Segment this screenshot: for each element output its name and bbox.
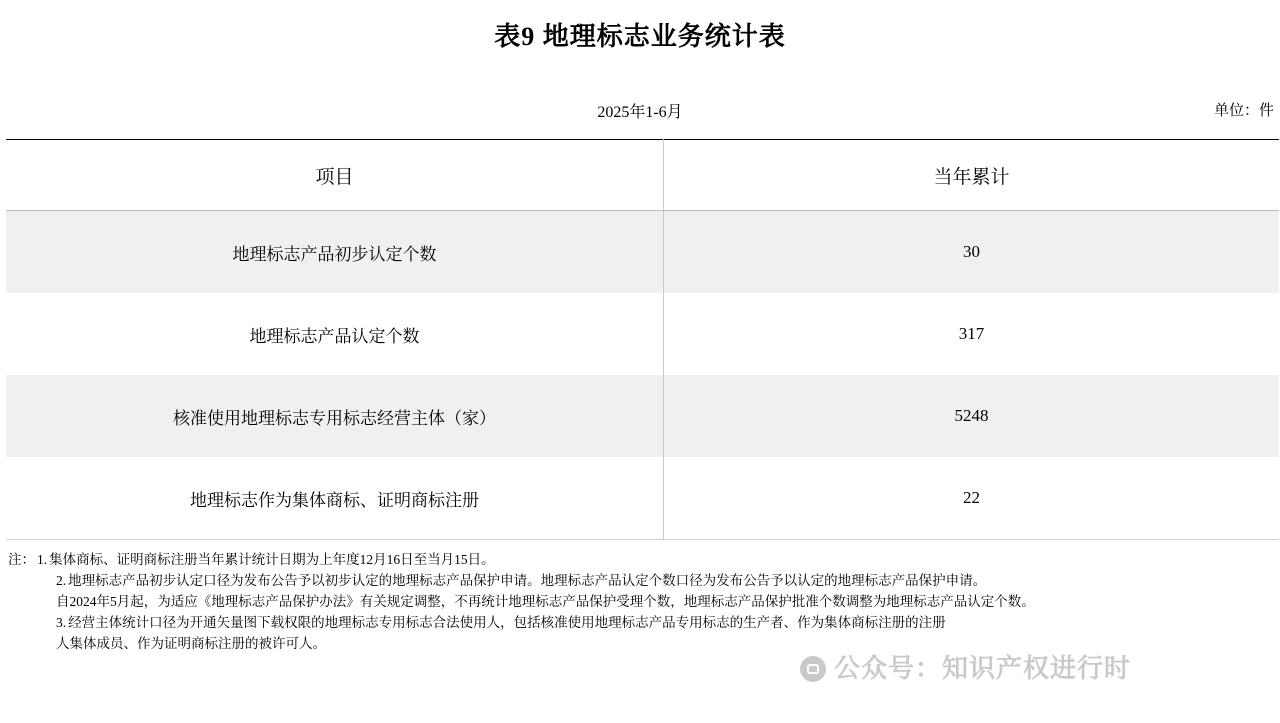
note-item xyxy=(8,613,1272,634)
row-value: 317 xyxy=(958,324,985,343)
notes-label: 注： xyxy=(8,552,35,567)
wechat-logo-icon xyxy=(800,656,826,682)
note-number: 3. xyxy=(56,614,67,630)
row-label: 地理标志作为集体商标、证明商标注册 xyxy=(6,457,664,540)
note-text: 人集体成员、作为证明商标注册的被许可人。 xyxy=(56,635,326,651)
note-text: 自2024年5月起，为适应《地理标志产品保护办法》有关规定调整，不再统计地理标志产品保护受理个数，地理标志产品保护批准个数调整为地理标志产品认定个数。 xyxy=(56,593,1035,609)
statistics-table xyxy=(6,139,1279,540)
table-row xyxy=(6,457,1279,540)
table-header xyxy=(6,140,1279,211)
note-number: 1. xyxy=(37,552,48,567)
table-subheader xyxy=(0,99,1280,133)
table-notes xyxy=(8,550,1272,655)
unit-label: 单位：件 xyxy=(1213,103,1274,119)
watermark-text: 公众号：知识产权进行时 xyxy=(834,653,1132,683)
note-item xyxy=(8,571,1272,592)
table-row xyxy=(6,375,1279,457)
row-label: 核准使用地理标志专用标志经营主体（家） xyxy=(6,375,664,457)
row-value: 5248 xyxy=(664,375,1280,457)
row-label: 地理标志产品认定个数 xyxy=(6,293,664,375)
note-item xyxy=(8,550,1272,571)
row-label: 地理标志产品初步认定个数 xyxy=(6,211,664,294)
column-header-ytd: 当年累计 xyxy=(664,140,1280,211)
table-row xyxy=(6,293,1279,375)
table-row xyxy=(6,211,1279,294)
reporting-period: 2025年1-6月 xyxy=(597,104,683,121)
row-value: 22 xyxy=(664,457,1280,540)
note-text: 地理标志产品初步认定口径为发布公告予以初步认定的地理标志产品保护申请。地理标志产品认定个数口径为发布公告予以认定的地理标志产品保护申请。 xyxy=(68,572,987,588)
note-text: 集体商标、证明商标注册当年累计统计日期为上年度12月16日至当月15日。 xyxy=(49,552,495,567)
table-body xyxy=(6,211,1279,540)
column-header-item: 项目 xyxy=(6,140,664,211)
note-number: 2. xyxy=(56,572,67,588)
note-continuation xyxy=(8,634,1272,655)
note-text: 经营主体统计口径为开通矢量图下载权限的地理标志专用标志合法使用人，包括核准使用地理标志产品专用标志的生产者、作为集体商标注册的注册 xyxy=(68,614,946,630)
page-title: 表9 地理标志业务统计表 xyxy=(494,22,786,51)
table-header-row xyxy=(6,140,1279,211)
row-value: 30 xyxy=(664,211,1280,294)
note-continuation xyxy=(8,592,1272,613)
